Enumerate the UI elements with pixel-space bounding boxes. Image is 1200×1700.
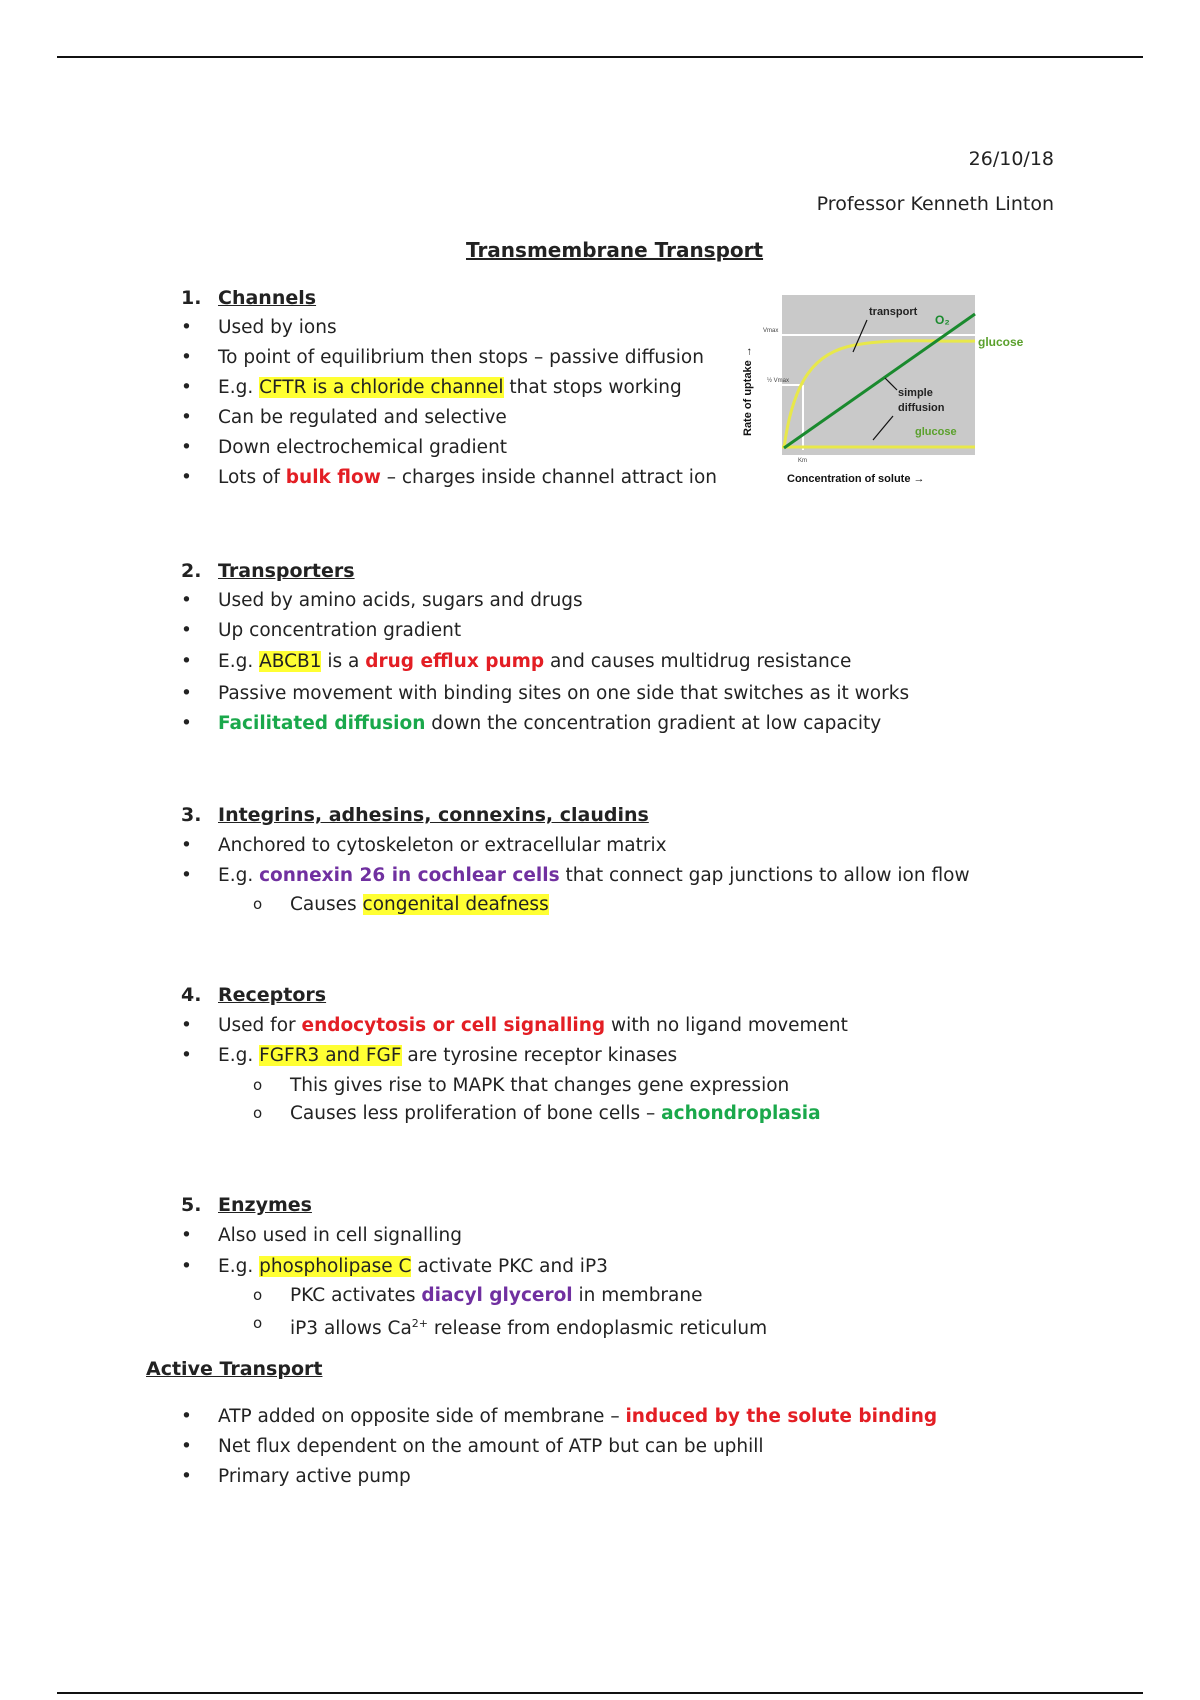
label-o2: O₂ bbox=[935, 313, 950, 327]
section-3-heading: 3. Integrins, adhesins, connexins, claudins bbox=[181, 804, 649, 826]
label-vmax: Vmax bbox=[763, 328, 779, 334]
page-title: Transmembrane Transport bbox=[466, 238, 764, 262]
label-glucose-bottom: glucose bbox=[915, 426, 957, 438]
author: Professor Kenneth Linton bbox=[816, 193, 1054, 215]
section-5-heading: 5. Enzymes bbox=[181, 1194, 312, 1216]
label-glucose-top: glucose bbox=[978, 335, 1024, 349]
section-4-heading: 4. Receptors bbox=[181, 984, 327, 1006]
uptake-figure bbox=[735, 290, 1035, 500]
label-half-vmax: ½ Vmax bbox=[767, 378, 790, 384]
section-1-heading: 1. Channels bbox=[181, 287, 317, 309]
label-simple: simple bbox=[898, 387, 933, 399]
section-2-heading: 2. Transporters bbox=[181, 560, 355, 582]
label-diffusion: diffusion bbox=[898, 402, 945, 414]
y-axis-label: Rate of uptake → bbox=[742, 346, 754, 436]
x-axis-label: Concentration of solute → bbox=[787, 473, 925, 485]
bottom-rule bbox=[57, 1692, 1143, 1694]
active-transport-heading: Active Transport bbox=[146, 1358, 323, 1380]
date: 26/10/18 bbox=[968, 148, 1054, 170]
label-transport: transport bbox=[869, 306, 918, 318]
label-km: Km bbox=[798, 458, 807, 464]
top-rule bbox=[57, 56, 1143, 58]
